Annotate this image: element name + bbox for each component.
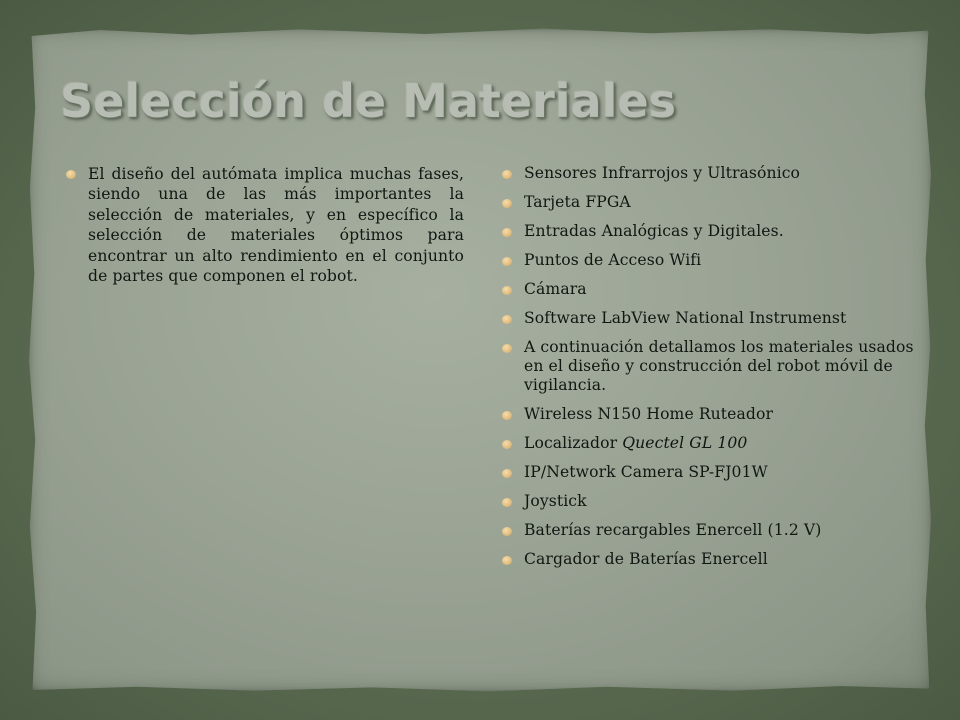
list-item-text: Software LabView National Instrumenst xyxy=(524,309,847,327)
list-item-text: Baterías recargables Enercell (1.2 V) xyxy=(524,521,822,539)
bullet-icon xyxy=(502,498,512,507)
list-item-text: Joystick xyxy=(524,492,587,510)
list-item-text: Entradas Analógicas y Digitales. xyxy=(524,222,784,240)
bullet-icon xyxy=(502,440,512,449)
bullet-icon xyxy=(502,556,512,565)
list-item-text-italic: Quectel GL 100 xyxy=(622,434,748,452)
list-item xyxy=(498,521,918,540)
bullet-icon xyxy=(66,170,76,179)
list-item xyxy=(62,164,464,286)
list-item-text: Cargador de Baterías Enercell xyxy=(524,550,768,568)
list-item xyxy=(498,280,918,299)
list-item-text: A continuación detallamos los materiales usados en el diseño y construcción del robot móvil de vigilancia. xyxy=(524,338,914,394)
list-item xyxy=(498,251,918,270)
bullet-icon xyxy=(502,228,512,237)
list-item xyxy=(498,338,918,395)
list-item xyxy=(498,222,918,241)
bullet-icon xyxy=(502,315,512,324)
bullet-icon xyxy=(502,170,512,179)
list-item xyxy=(498,405,918,424)
list-item-text: Wireless N150 Home Ruteador xyxy=(524,405,774,423)
left-column xyxy=(62,164,464,286)
list-item xyxy=(498,463,918,482)
bullet-icon xyxy=(502,527,512,536)
list-item-text: Puntos de Acceso Wifi xyxy=(524,251,702,269)
right-bullet-list xyxy=(498,164,918,569)
bullet-icon xyxy=(502,344,512,353)
left-bullet-list xyxy=(62,164,464,286)
bullet-icon xyxy=(502,199,512,208)
right-column xyxy=(498,164,918,579)
list-item xyxy=(498,434,918,453)
slide-title: Selección de Materiales xyxy=(60,74,676,128)
list-item-text: Sensores Infrarrojos y Ultrasónico xyxy=(524,164,801,182)
list-item xyxy=(498,309,918,328)
list-item-text: Localizador xyxy=(524,434,623,452)
list-item-text: IP/Network Camera SP-FJ01W xyxy=(524,463,768,481)
list-item-text: Tarjeta FPGA xyxy=(524,193,631,211)
bullet-icon xyxy=(502,257,512,266)
list-item-text: El diseño del autómata implica muchas fases, siendo una de las más importantes la selección de materiales, y en específico la selección de materiales óptimos para encontrar un alto rendimiento en el conjunto de partes que componen el robot. xyxy=(88,165,464,286)
list-item xyxy=(498,193,918,212)
list-item-text: Cámara xyxy=(524,280,587,298)
bullet-icon xyxy=(502,469,512,478)
list-item xyxy=(498,492,918,511)
bullet-icon xyxy=(502,411,512,420)
bullet-icon xyxy=(502,286,512,295)
list-item xyxy=(498,550,918,569)
list-item xyxy=(498,164,918,183)
